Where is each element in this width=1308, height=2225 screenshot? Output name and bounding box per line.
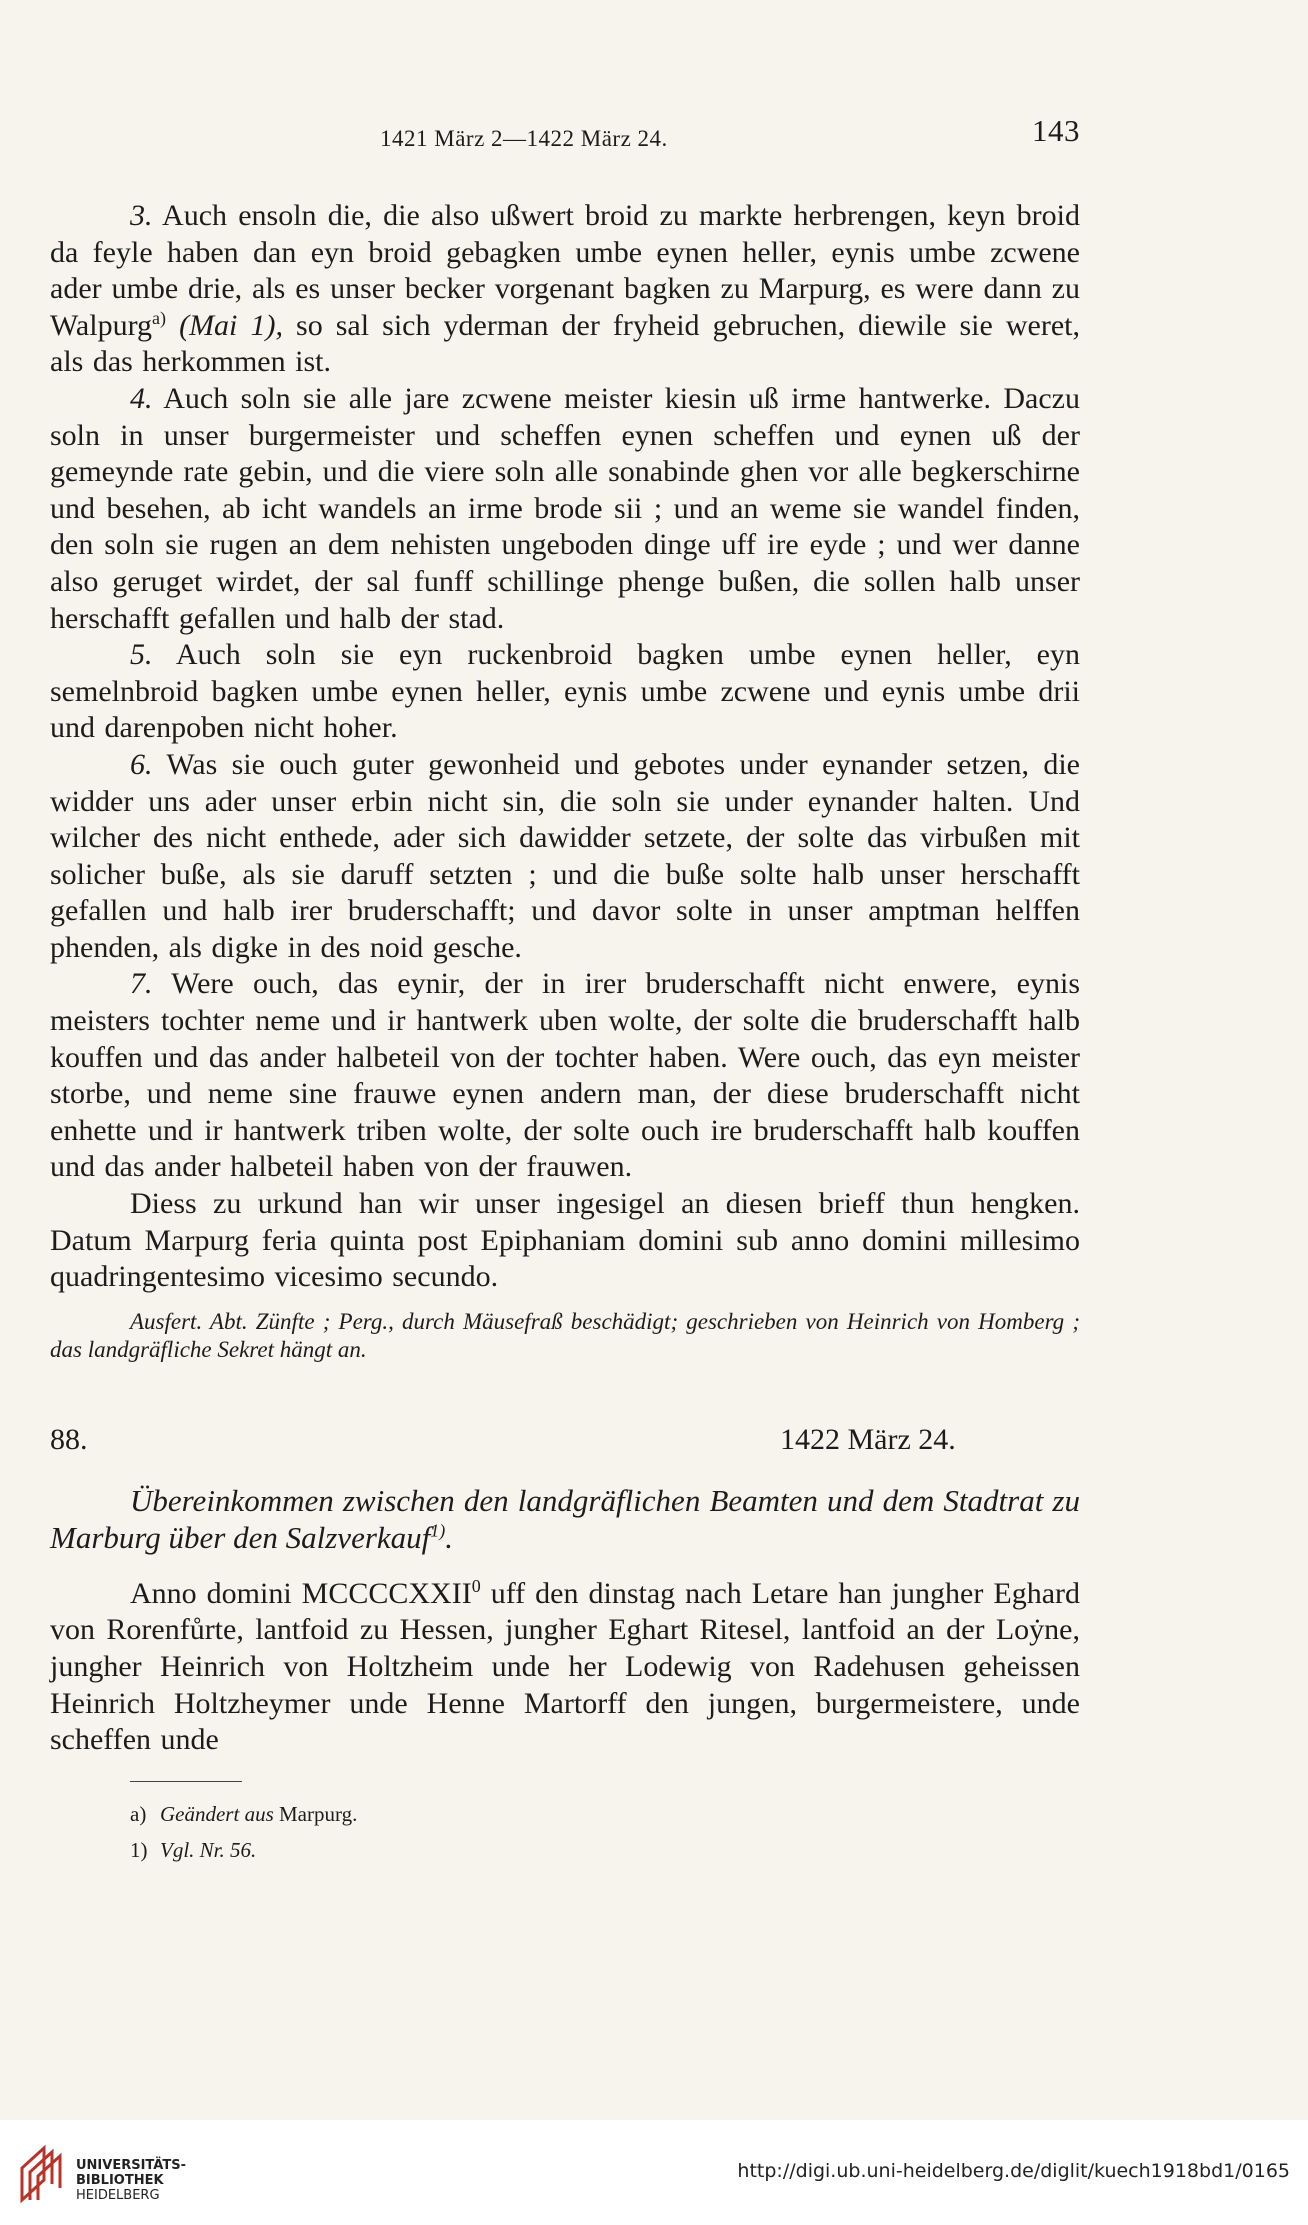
library-name-line: UNIVERSITÄTS- [76, 2158, 186, 2173]
library-name-line: HEIDELBERG [76, 2188, 160, 2203]
document-title: Übereinkommen zwischen den landgräflichen Beamten und dem Stadtrat zu Marburg über den Salzverkauf$^{1)}$. [50, 1482, 1080, 1555]
document-header [50, 1422, 1080, 1464]
paragraph [50, 747, 1080, 967]
text-run: uff den dinstag nach Letare han jungher Eghard von Rorenfůrte, lantfoid zu Hessen, jungher Eghart Ritesel, lantfoid an der Loẏne, jungher Heinrich von Holtzheim unde her Lodewig von Radehusen geheissen Heinrich Holtzheymer unde Henne Martorff den jungen, burgermeistere, unde scheffen unde [50, 1576, 1080, 1757]
text-run: Anno domini MCCCCXXII [130, 1576, 472, 1610]
title-footnote-mark: 1) [430, 1520, 446, 1541]
footnote-marker: a) [130, 1801, 147, 1826]
footnote-divider [130, 1781, 242, 1782]
text-run: Diess zu urkund han wir unser ingesigel an diesen brieff thun hengken. Datum Marpurg feria quinta post Epiphaniam domini sub anno domini millesimo quadringentesimo vicesimo secundo. [50, 1187, 1080, 1294]
text-run: so sal sich yderman der fryheid gebruchen, diewile sie weret, als das herkommen ist. [50, 308, 1081, 379]
footnote-list [50, 1796, 1080, 1868]
page-number: 143 [1032, 113, 1080, 148]
source-note: Ausfert. Abt. Zünfte ; Perg., durch Mäusefraß beschädigt; geschrieben von Heinrich von Homberg ; das landgräfliche Sekret hängt an. [50, 1308, 1080, 1362]
document-text [50, 1576, 1080, 1759]
footnote-italic-text: Vgl. Nr. 56. [160, 1837, 257, 1862]
italic-text: (Mai 1), [179, 308, 283, 342]
paragraph [50, 637, 1080, 747]
section-number: 3. [130, 199, 153, 232]
paragraph-list [50, 198, 1080, 1296]
section-number: 5. [130, 638, 153, 672]
library-name [76, 2158, 186, 2203]
paragraph [50, 198, 1080, 381]
footnote [130, 1796, 1080, 1832]
university-library-logo-icon [14, 2144, 64, 2204]
text-run: Were ouch, das eynir, der in irer bruderschafft nicht enwere, eynis meisters tochter neme und ir hantwerk uben wolte, der solte die bruderschafft halb kouffen und das ander halbeteil von der tochter haben. Were ouch, das eyn meister storbe, und neme sine frauwe eynen andern man, der diese bruderschafft nicht enhette und ir hantwerk triben wolte, der solte ouch ire bruderschafft halb kouffen und das ander halbeteil haben von der frauwen. [50, 967, 1080, 1184]
paragraph [50, 1186, 1080, 1296]
text-run [166, 309, 179, 342]
footnote-italic-text: Geändert aus [160, 1801, 274, 1826]
document-title-text: Übereinkommen zwischen den landgräflichen Beamten und dem Stadtrat zu Marburg über den Salzverkauf [50, 1482, 1080, 1555]
footnote-marker: 1) [130, 1837, 148, 1862]
paragraph [50, 381, 1080, 637]
document-number: 88. [50, 1422, 88, 1456]
paragraph [50, 966, 1080, 1186]
body-text [50, 198, 1080, 1868]
footnote [130, 1832, 1080, 1868]
text-run: Was sie ouch guter gewonheid und gebotes under eynander setzen, die widder uns ader unser erbin nicht sin, die soln sie under eynander halten. Und wilcher des nicht enthede, ader sich dawidder setzete, der solte das virbußen mit solicher buße, als sie daruff setzten ; und die buße solte halb unser herschafft gefallen und halb irer bruderschafft; und davor solte in unser amptman helffen phenden, als digke in des noid gesche. [50, 747, 1080, 964]
library-name-line: BIBLIOTHEK [76, 2173, 164, 2188]
section-number: 4. [130, 381, 153, 415]
footnote-mark: a) [152, 307, 166, 328]
running-head-title: 1421 März 2—1422 März 24. [380, 126, 668, 151]
section-number: 7. [130, 967, 153, 1001]
permalink-url[interactable]: http://digi.ub.uni-heidelberg.de/diglit/kuech1918bd1/0165 [737, 2160, 1290, 2182]
document-date: 1422 März 24. [780, 1422, 956, 1456]
footnote-text: Marpurg. [273, 1801, 358, 1826]
footnote-mark: 0 [471, 1575, 481, 1596]
section-number: 6. [130, 747, 153, 781]
text-run: Auch soln sie eyn ruckenbroid bagken umbe eynen heller, eyn semelnbroid bagken umbe eynen heller, eynis umbe zcwene und eynis umbe drii und darenpoben nicht hoher. [50, 638, 1080, 745]
text-run: Auch ensoln die, die also ußwert broid zu markte herbrengen, keyn broid da feyle haben dan eyn broid gebagken umbe eynen heller, eynis umbe zcwene ader umbe drie, als es unser becker vorgenant bagken zu Marpurg, es were dann zu Walpurg [50, 199, 1080, 342]
viewer-footer [0, 2120, 1308, 2225]
text-run: Auch soln sie alle jare zcwene meister kiesin uß irme hantwerke. Daczu soln in unser burgermeister und scheffen eynen scheffen und eynen uß der gemeynde rate gebin, und die viere soln alle sonabinde ghen vor alle begkerschirne und besehen, ab icht wandels an irme brode sii ; und an weme sie wandel finden, den soln sie rugen an dem nehisten ungeboden dinge uff ire eyde ; und wer danne also geruget wirdet, der sal funff schillinge phenge bußen, die sollen halb unser herschafft gefallen und halb der stad. [50, 381, 1080, 635]
running-head [50, 113, 1080, 153]
